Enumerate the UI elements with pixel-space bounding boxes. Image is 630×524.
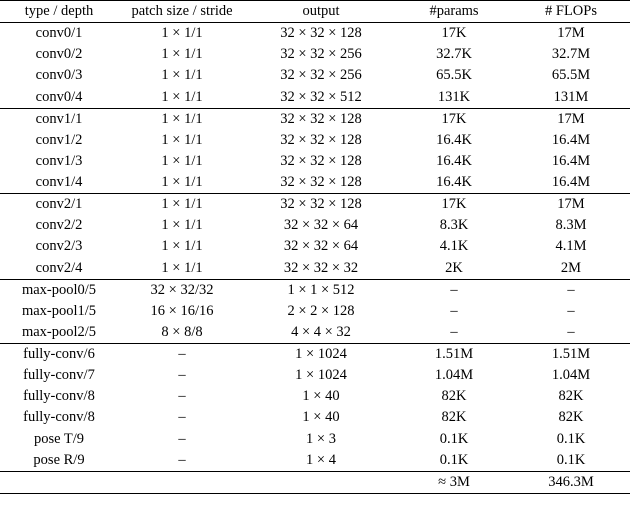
cell-params: 82K [441, 388, 467, 405]
cell-params: 65.5K [436, 67, 472, 84]
cell-output: 32 × 32 × 512 [280, 88, 362, 105]
cell-flops: – [512, 279, 630, 301]
cell-output: 32 × 32 × 128 [280, 174, 362, 190]
cell-params: 1.51M [396, 344, 512, 366]
cell-output: 32 × 32 × 256 [280, 46, 362, 63]
table-row [0, 279, 630, 301]
table-row [0, 407, 630, 428]
table-row [0, 151, 630, 172]
table-row [0, 258, 630, 280]
table-row [0, 450, 630, 472]
cell-type: conv1/3 [35, 152, 83, 169]
cell-type: max-pool1/5 [21, 302, 97, 319]
cell-flops: 16.4M [551, 131, 591, 148]
cell-output: 32 × 32 × 64 [283, 217, 359, 234]
cell-output: 32 × 32 × 128 [246, 108, 396, 130]
cell-patch: 1 × 1/1 [161, 217, 203, 234]
cell-output: 32 × 32 × 128 [280, 152, 362, 169]
cell-flops: 4.1M [555, 238, 587, 255]
cell-params: 16.4K [436, 131, 472, 148]
cell-flops: 2M [560, 259, 582, 276]
table-row [0, 87, 630, 109]
cell-patch: – [178, 430, 186, 447]
cell-output: 1 × 40 [302, 388, 340, 405]
cell-params: 32.7K [436, 46, 472, 63]
cell-params: – [450, 323, 458, 340]
cell-patch: 16 × 16/16 [150, 302, 214, 319]
cell-flops: 32.7M [551, 46, 591, 63]
cell-params: 17K [396, 23, 512, 45]
cell-patch: 1 × 1/1 [161, 238, 203, 255]
cell-type: pose T/9 [33, 430, 85, 447]
cell-flops: – [567, 323, 575, 340]
column-header-flops: # FLOPs [512, 1, 630, 23]
cell-flops: 16.4M [551, 152, 591, 169]
cell-patch: 1 × 1/1 [118, 23, 246, 45]
cell-flops: 131M [553, 88, 589, 105]
cell-flops: 0.1K [556, 430, 586, 447]
table-row [0, 65, 630, 86]
cell-type: conv0/3 [35, 67, 83, 84]
cell-patch: – [118, 344, 246, 366]
cell-flops: 17M [512, 194, 630, 216]
cell-flops: 17M [512, 108, 630, 130]
cell-type: conv2/2 [35, 217, 83, 234]
cell-output: 32 × 32 × 128 [280, 131, 362, 148]
cell-output: 1 × 3 [306, 430, 336, 447]
cell-output: 1 × 1024 [246, 344, 396, 366]
cell-params: – [396, 279, 512, 301]
cell-patch: 32 × 32/32 [118, 279, 246, 301]
cell-output: 32 × 32 × 32 [283, 259, 359, 276]
cell-flops: 16.4M [551, 174, 591, 190]
cell-type: conv1/1 [0, 108, 118, 130]
cell-output [246, 471, 396, 493]
cell-patch: – [178, 388, 186, 405]
cell-params: 4.1K [439, 238, 469, 255]
cell-type: fully-conv/7 [23, 367, 95, 384]
cell-patch: – [178, 409, 186, 426]
cell-patch: 1 × 1/1 [161, 67, 203, 84]
cell-params: 131K [437, 88, 471, 105]
table-row [0, 23, 630, 45]
cell-type: pose R/9 [33, 451, 85, 468]
cell-params: 2K [445, 259, 463, 276]
cell-type: max-pool0/5 [0, 279, 118, 301]
table-row [0, 130, 630, 151]
table-row [0, 44, 630, 65]
cell-type [0, 471, 118, 493]
table-row [0, 108, 630, 130]
table-row [0, 429, 630, 450]
cell-patch: 1 × 1/1 [161, 152, 203, 169]
cell-output: 1 × 4 [306, 451, 336, 468]
cell-patch: 1 × 1/1 [161, 46, 203, 63]
cell-type: fully-conv/8 [23, 388, 95, 405]
column-header-patch-size: patch size / stride [118, 1, 246, 23]
cell-params: 0.1K [439, 430, 469, 447]
table-total-row [0, 471, 630, 493]
cell-type: fully-conv/8 [23, 409, 95, 426]
cell-type: max-pool2/5 [21, 323, 97, 340]
cell-type: conv1/2 [35, 131, 83, 148]
cell-type: fully-conv/6 [0, 344, 118, 366]
cell-output: 1 × 1 × 512 [246, 279, 396, 301]
cell-output: 32 × 32 × 64 [283, 238, 359, 255]
cell-params: 16.4K [436, 152, 472, 169]
cell-patch: 1 × 1/1 [161, 88, 203, 105]
cell-params: – [450, 302, 458, 319]
cell-total-params: ≈ 3M [396, 471, 512, 493]
table-row [0, 172, 630, 194]
cell-params: 17K [396, 108, 512, 130]
cell-patch: 1 × 1/1 [118, 108, 246, 130]
cell-patch: 8 × 8/8 [161, 323, 203, 340]
column-header-type: type / depth [0, 1, 118, 23]
cell-type: conv2/4 [35, 259, 83, 276]
cell-params: 17K [396, 194, 512, 216]
cell-flops: 17M [512, 23, 630, 45]
cell-params: 8.3K [439, 217, 469, 234]
cell-patch: 1 × 1/1 [161, 259, 203, 276]
cell-output: 1 × 1024 [295, 367, 347, 384]
cell-flops: 8.3M [555, 217, 587, 234]
cell-flops: 0.1K [556, 451, 586, 468]
cell-params: 0.1K [439, 451, 469, 468]
cell-output: 1 × 40 [302, 409, 340, 426]
table-row [0, 215, 630, 236]
cell-type: conv1/4 [35, 174, 83, 190]
cell-flops: – [567, 302, 575, 319]
cell-output: 32 × 32 × 128 [246, 23, 396, 45]
cell-flops: 82K [558, 409, 584, 426]
cell-patch: – [178, 367, 186, 384]
cell-type: conv0/2 [35, 46, 83, 63]
cell-output: 4 × 4 × 32 [291, 323, 351, 340]
cell-type: conv0/4 [35, 88, 83, 105]
table-row [0, 344, 630, 366]
cell-total-flops: 346.3M [512, 471, 630, 493]
cell-patch: 1 × 1/1 [161, 174, 203, 190]
table-header-row [0, 1, 630, 23]
table-row [0, 365, 630, 386]
cell-output: 32 × 32 × 256 [280, 67, 362, 84]
cell-flops: 1.51M [512, 344, 630, 366]
table-row [0, 386, 630, 407]
cell-flops: 1.04M [551, 367, 591, 384]
column-header-output: output [246, 1, 396, 23]
cell-type: conv2/3 [35, 238, 83, 255]
cell-patch: 1 × 1/1 [118, 194, 246, 216]
cell-params: 82K [441, 409, 467, 426]
cell-patch: 1 × 1/1 [161, 131, 203, 148]
cell-output: 2 × 2 × 128 [287, 302, 355, 319]
column-header-params: #params [396, 1, 512, 23]
cell-flops: 65.5M [551, 67, 591, 84]
cell-patch: – [178, 451, 186, 468]
table-row [0, 322, 630, 344]
table-row [0, 194, 630, 216]
cell-params: 16.4K [436, 174, 472, 190]
cell-type: conv0/1 [0, 23, 118, 45]
table-row [0, 301, 630, 322]
cell-params: 1.04M [434, 367, 474, 384]
cell-patch [118, 471, 246, 493]
cell-type: conv2/1 [0, 194, 118, 216]
cell-output: 32 × 32 × 128 [246, 194, 396, 216]
table-row [0, 236, 630, 257]
cell-flops: 82K [558, 388, 584, 405]
